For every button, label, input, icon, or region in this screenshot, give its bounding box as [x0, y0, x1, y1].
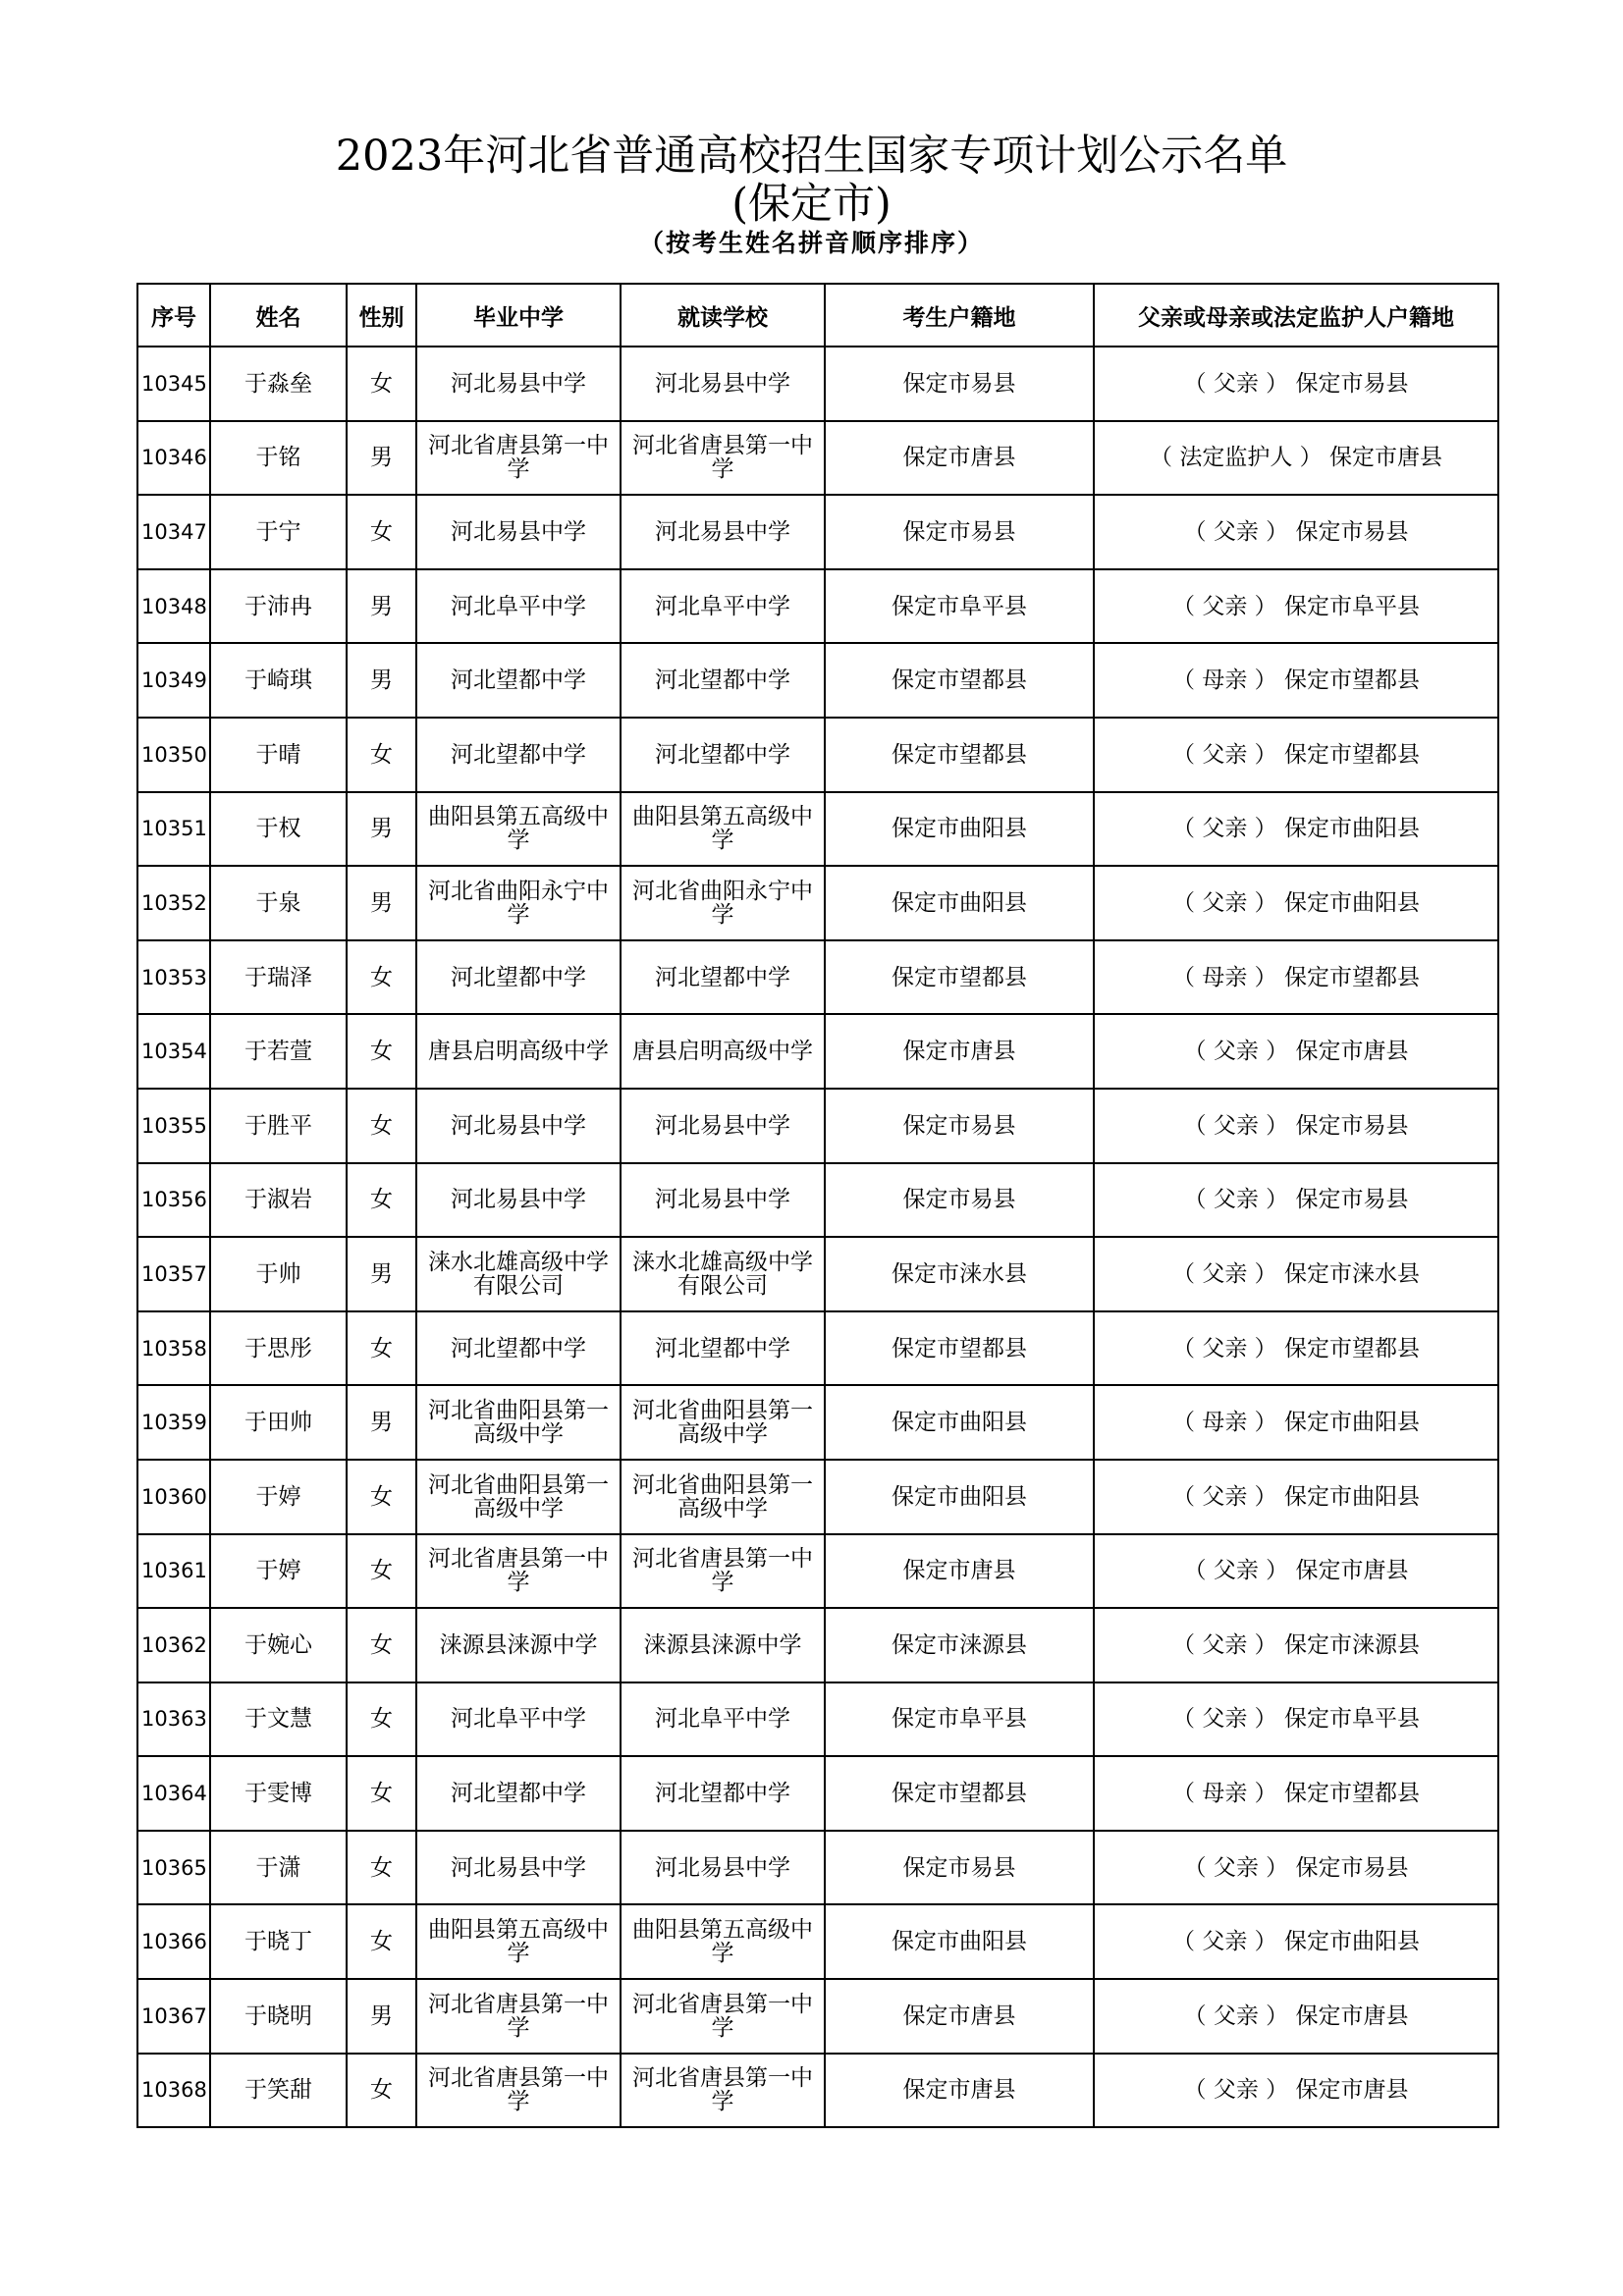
cell-guardian-hukou: （ 父亲 ） 保定市曲阳县	[1094, 1904, 1498, 1979]
cell-name: 于晴	[210, 718, 347, 792]
cell-name: 于晓丁	[210, 1904, 347, 1979]
cell-graduated-school: 河北省唐县第一中学	[416, 421, 621, 496]
cell-name: 于思彤	[210, 1311, 347, 1386]
cell-current-school: 河北省曲阳永宁中学	[621, 866, 825, 940]
cell-graduated-school: 河北望都中学	[416, 1756, 621, 1831]
cell-graduated-school: 河北易县中学	[416, 1831, 621, 1905]
cell-name: 于婷	[210, 1534, 347, 1609]
table-row	[137, 1311, 1498, 1386]
cell-student-hukou: 保定市涞源县	[825, 1608, 1094, 1682]
cell-graduated-school: 河北望都中学	[416, 940, 621, 1015]
table-row	[137, 1979, 1498, 2054]
cell-serial: 10356	[137, 1163, 210, 1238]
table-row	[137, 2054, 1498, 2128]
cell-student-hukou: 保定市易县	[825, 347, 1094, 421]
cell-current-school: 曲阳县第五高级中学	[621, 792, 825, 867]
cell-guardian-hukou: （ 父亲 ） 保定市阜平县	[1094, 569, 1498, 644]
cell-graduated-school: 涞水北雄高级中学有限公司	[416, 1237, 621, 1311]
cell-guardian-hukou: （ 父亲 ） 保定市唐县	[1094, 1979, 1498, 2054]
cell-gender: 女	[347, 1460, 416, 1534]
cell-gender: 女	[347, 1089, 416, 1163]
cell-gender: 女	[347, 1682, 416, 1757]
table-row	[137, 1385, 1498, 1460]
cell-gender: 女	[347, 1608, 416, 1682]
table-row	[137, 1460, 1498, 1534]
cell-graduated-school: 河北阜平中学	[416, 569, 621, 644]
cell-guardian-hukou: （ 父亲 ） 保定市阜平县	[1094, 1682, 1498, 1757]
cell-current-school: 河北易县中学	[621, 1831, 825, 1905]
cell-current-school: 河北望都中学	[621, 1311, 825, 1386]
cell-guardian-hukou: （ 父亲 ） 保定市曲阳县	[1094, 792, 1498, 867]
cell-name: 于铭	[210, 421, 347, 496]
cell-serial: 10365	[137, 1831, 210, 1905]
cell-serial: 10352	[137, 866, 210, 940]
cell-student-hukou: 保定市唐县	[825, 1014, 1094, 1089]
cell-graduated-school: 河北易县中学	[416, 347, 621, 421]
cell-student-hukou: 保定市唐县	[825, 421, 1094, 496]
table-row	[137, 1831, 1498, 1905]
cell-student-hukou: 保定市阜平县	[825, 569, 1094, 644]
cell-current-school: 河北易县中学	[621, 347, 825, 421]
table-row	[137, 1089, 1498, 1163]
cell-serial: 10354	[137, 1014, 210, 1089]
cell-gender: 男	[347, 792, 416, 867]
cell-guardian-hukou: （ 母亲 ） 保定市望都县	[1094, 1756, 1498, 1831]
cell-name: 于宁	[210, 495, 347, 569]
cell-guardian-hukou: （ 父亲 ） 保定市唐县	[1094, 1014, 1498, 1089]
cell-guardian-hukou: （ 父亲 ） 保定市曲阳县	[1094, 1460, 1498, 1534]
cell-name: 于雯博	[210, 1756, 347, 1831]
cell-gender: 女	[347, 1756, 416, 1831]
cell-serial: 10364	[137, 1756, 210, 1831]
column-header-current-school: 就读学校	[621, 284, 825, 347]
cell-graduated-school: 曲阳县第五高级中学	[416, 792, 621, 867]
cell-guardian-hukou: （ 父亲 ） 保定市易县	[1094, 1831, 1498, 1905]
table-row	[137, 1534, 1498, 1609]
cell-serial: 10350	[137, 718, 210, 792]
cell-guardian-hukou: （ 父亲 ） 保定市易县	[1094, 1163, 1498, 1238]
cell-current-school: 河北省曲阳县第一高级中学	[621, 1385, 825, 1460]
cell-current-school: 涞源县涞源中学	[621, 1608, 825, 1682]
table-header-row	[137, 284, 1498, 347]
cell-guardian-hukou: （ 法定监护人 ） 保定市唐县	[1094, 421, 1498, 496]
cell-guardian-hukou: （ 父亲 ） 保定市唐县	[1094, 1534, 1498, 1609]
cell-serial: 10351	[137, 792, 210, 867]
table-row	[137, 347, 1498, 421]
cell-graduated-school: 河北省曲阳县第一高级中学	[416, 1460, 621, 1534]
cell-current-school: 河北易县中学	[621, 1089, 825, 1163]
roster-body	[137, 347, 1498, 2127]
cell-graduated-school: 河北省曲阳永宁中学	[416, 866, 621, 940]
cell-current-school: 河北易县中学	[621, 1163, 825, 1238]
table-row	[137, 718, 1498, 792]
cell-serial: 10355	[137, 1089, 210, 1163]
cell-serial: 10353	[137, 940, 210, 1015]
table-row	[137, 495, 1498, 569]
cell-name: 于胜平	[210, 1089, 347, 1163]
cell-name: 于权	[210, 792, 347, 867]
cell-gender: 男	[347, 569, 416, 644]
cell-graduated-school: 河北省曲阳县第一高级中学	[416, 1385, 621, 1460]
cell-student-hukou: 保定市望都县	[825, 940, 1094, 1015]
table-row	[137, 421, 1498, 496]
cell-graduated-school: 河北望都中学	[416, 718, 621, 792]
cell-current-school: 河北望都中学	[621, 1756, 825, 1831]
cell-name: 于田帅	[210, 1385, 347, 1460]
cell-student-hukou: 保定市唐县	[825, 2054, 1094, 2128]
cell-guardian-hukou: （ 父亲 ） 保定市曲阳县	[1094, 866, 1498, 940]
cell-current-school: 唐县启明高级中学	[621, 1014, 825, 1089]
cell-serial: 10345	[137, 347, 210, 421]
table-row	[137, 569, 1498, 644]
cell-gender: 男	[347, 643, 416, 718]
cell-name: 于沛冉	[210, 569, 347, 644]
cell-student-hukou: 保定市曲阳县	[825, 866, 1094, 940]
column-header-name: 姓名	[210, 284, 347, 347]
cell-current-school: 河北省唐县第一中学	[621, 421, 825, 496]
cell-name: 于晓明	[210, 1979, 347, 2054]
cell-name: 于文慧	[210, 1682, 347, 1757]
cell-graduated-school: 河北省唐县第一中学	[416, 1534, 621, 1609]
table-row	[137, 1014, 1498, 1089]
cell-serial: 10368	[137, 2054, 210, 2128]
cell-guardian-hukou: （ 父亲 ） 保定市涞源县	[1094, 1608, 1498, 1682]
cell-student-hukou: 保定市易县	[825, 495, 1094, 569]
cell-guardian-hukou: （ 母亲 ） 保定市望都县	[1094, 643, 1498, 718]
cell-student-hukou: 保定市易县	[825, 1831, 1094, 1905]
cell-student-hukou: 保定市望都县	[825, 1756, 1094, 1831]
cell-serial: 10363	[137, 1682, 210, 1757]
cell-current-school: 河北省唐县第一中学	[621, 1979, 825, 2054]
cell-name: 于潇	[210, 1831, 347, 1905]
table-row	[137, 1904, 1498, 1979]
cell-gender: 男	[347, 421, 416, 496]
cell-graduated-school: 河北省唐县第一中学	[416, 2054, 621, 2128]
cell-current-school: 河北望都中学	[621, 940, 825, 1015]
cell-gender: 女	[347, 1904, 416, 1979]
cell-current-school: 河北阜平中学	[621, 1682, 825, 1757]
cell-student-hukou: 保定市易县	[825, 1163, 1094, 1238]
cell-student-hukou: 保定市唐县	[825, 1979, 1094, 2054]
cell-name: 于笑甜	[210, 2054, 347, 2128]
cell-gender: 男	[347, 1979, 416, 2054]
cell-graduated-school: 河北望都中学	[416, 1311, 621, 1386]
cell-name: 于婷	[210, 1460, 347, 1534]
cell-student-hukou: 保定市曲阳县	[825, 792, 1094, 867]
cell-name: 于瑞泽	[210, 940, 347, 1015]
cell-student-hukou: 保定市阜平县	[825, 1682, 1094, 1757]
cell-student-hukou: 保定市望都县	[825, 1311, 1094, 1386]
column-header-gender: 性别	[347, 284, 416, 347]
cell-student-hukou: 保定市唐县	[825, 1534, 1094, 1609]
cell-gender: 女	[347, 1831, 416, 1905]
cell-name: 于帅	[210, 1237, 347, 1311]
cell-student-hukou: 保定市曲阳县	[825, 1460, 1094, 1534]
cell-current-school: 河北望都中学	[621, 643, 825, 718]
cell-gender: 男	[347, 866, 416, 940]
cell-gender: 女	[347, 2054, 416, 2128]
cell-guardian-hukou: （ 父亲 ） 保定市易县	[1094, 347, 1498, 421]
cell-gender: 女	[347, 1014, 416, 1089]
cell-gender: 女	[347, 940, 416, 1015]
cell-guardian-hukou: （ 母亲 ） 保定市望都县	[1094, 940, 1498, 1015]
document-subtitle: (保定市)	[731, 180, 892, 229]
cell-graduated-school: 河北易县中学	[416, 1163, 621, 1238]
table-row	[137, 1756, 1498, 1831]
cell-name: 于淑岩	[210, 1163, 347, 1238]
column-header-serial: 序号	[137, 284, 210, 347]
cell-current-school: 河北省曲阳县第一高级中学	[621, 1460, 825, 1534]
table-row	[137, 1163, 1498, 1238]
cell-serial: 10357	[137, 1237, 210, 1311]
cell-gender: 女	[347, 1534, 416, 1609]
cell-student-hukou: 保定市望都县	[825, 643, 1094, 718]
cell-graduated-school: 河北阜平中学	[416, 1682, 621, 1757]
cell-guardian-hukou: （ 父亲 ） 保定市唐县	[1094, 2054, 1498, 2128]
document-title: 2023年河北省普通高校招生国家专项计划公示名单	[335, 132, 1288, 181]
cell-serial: 10366	[137, 1904, 210, 1979]
cell-serial: 10361	[137, 1534, 210, 1609]
cell-serial: 10359	[137, 1385, 210, 1460]
cell-graduated-school: 唐县启明高级中学	[416, 1014, 621, 1089]
cell-name: 于崎琪	[210, 643, 347, 718]
cell-guardian-hukou: （ 母亲 ） 保定市曲阳县	[1094, 1385, 1498, 1460]
cell-gender: 男	[347, 1237, 416, 1311]
column-header-student-hukou: 考生户籍地	[825, 284, 1094, 347]
cell-current-school: 河北省唐县第一中学	[621, 2054, 825, 2128]
table-row	[137, 866, 1498, 940]
cell-serial: 10360	[137, 1460, 210, 1534]
cell-current-school: 涞水北雄高级中学有限公司	[621, 1237, 825, 1311]
cell-graduated-school: 河北省唐县第一中学	[416, 1979, 621, 2054]
cell-graduated-school: 河北易县中学	[416, 495, 621, 569]
sort-note: （按考生姓名拼音顺序排序）	[638, 229, 984, 257]
cell-student-hukou: 保定市望都县	[825, 718, 1094, 792]
cell-current-school: 河北省唐县第一中学	[621, 1534, 825, 1609]
table-row	[137, 1608, 1498, 1682]
cell-gender: 女	[347, 1311, 416, 1386]
cell-current-school: 曲阳县第五高级中学	[621, 1904, 825, 1979]
cell-student-hukou: 保定市涞水县	[825, 1237, 1094, 1311]
cell-serial: 10349	[137, 643, 210, 718]
cell-name: 于淼垒	[210, 347, 347, 421]
cell-graduated-school: 涞源县涞源中学	[416, 1608, 621, 1682]
table-row	[137, 792, 1498, 867]
cell-gender: 女	[347, 347, 416, 421]
cell-serial: 10358	[137, 1311, 210, 1386]
cell-serial: 10367	[137, 1979, 210, 2054]
cell-student-hukou: 保定市曲阳县	[825, 1904, 1094, 1979]
table-row	[137, 1237, 1498, 1311]
cell-gender: 女	[347, 718, 416, 792]
cell-student-hukou: 保定市易县	[825, 1089, 1094, 1163]
cell-student-hukou: 保定市曲阳县	[825, 1385, 1094, 1460]
cell-serial: 10348	[137, 569, 210, 644]
cell-graduated-school: 河北望都中学	[416, 643, 621, 718]
column-header-graduated-school: 毕业中学	[416, 284, 621, 347]
table-row	[137, 1682, 1498, 1757]
cell-name: 于若萱	[210, 1014, 347, 1089]
cell-guardian-hukou: （ 父亲 ） 保定市望都县	[1094, 718, 1498, 792]
cell-guardian-hukou: （ 父亲 ） 保定市易县	[1094, 1089, 1498, 1163]
cell-gender: 女	[347, 1163, 416, 1238]
table-row	[137, 643, 1498, 718]
cell-serial: 10347	[137, 495, 210, 569]
cell-graduated-school: 河北易县中学	[416, 1089, 621, 1163]
cell-gender: 女	[347, 495, 416, 569]
cell-gender: 男	[347, 1385, 416, 1460]
cell-guardian-hukou: （ 父亲 ） 保定市易县	[1094, 495, 1498, 569]
cell-graduated-school: 曲阳县第五高级中学	[416, 1904, 621, 1979]
cell-guardian-hukou: （ 父亲 ） 保定市涞水县	[1094, 1237, 1498, 1311]
cell-name: 于泉	[210, 866, 347, 940]
cell-guardian-hukou: （ 父亲 ） 保定市望都县	[1094, 1311, 1498, 1386]
table-row	[137, 940, 1498, 1015]
roster-table	[136, 283, 1499, 2128]
cell-serial: 10362	[137, 1608, 210, 1682]
cell-current-school: 河北望都中学	[621, 718, 825, 792]
cell-name: 于婉心	[210, 1608, 347, 1682]
column-header-guardian-hukou: 父亲或母亲或法定监护人户籍地	[1094, 284, 1498, 347]
cell-current-school: 河北易县中学	[621, 495, 825, 569]
cell-serial: 10346	[137, 421, 210, 496]
cell-current-school: 河北阜平中学	[621, 569, 825, 644]
